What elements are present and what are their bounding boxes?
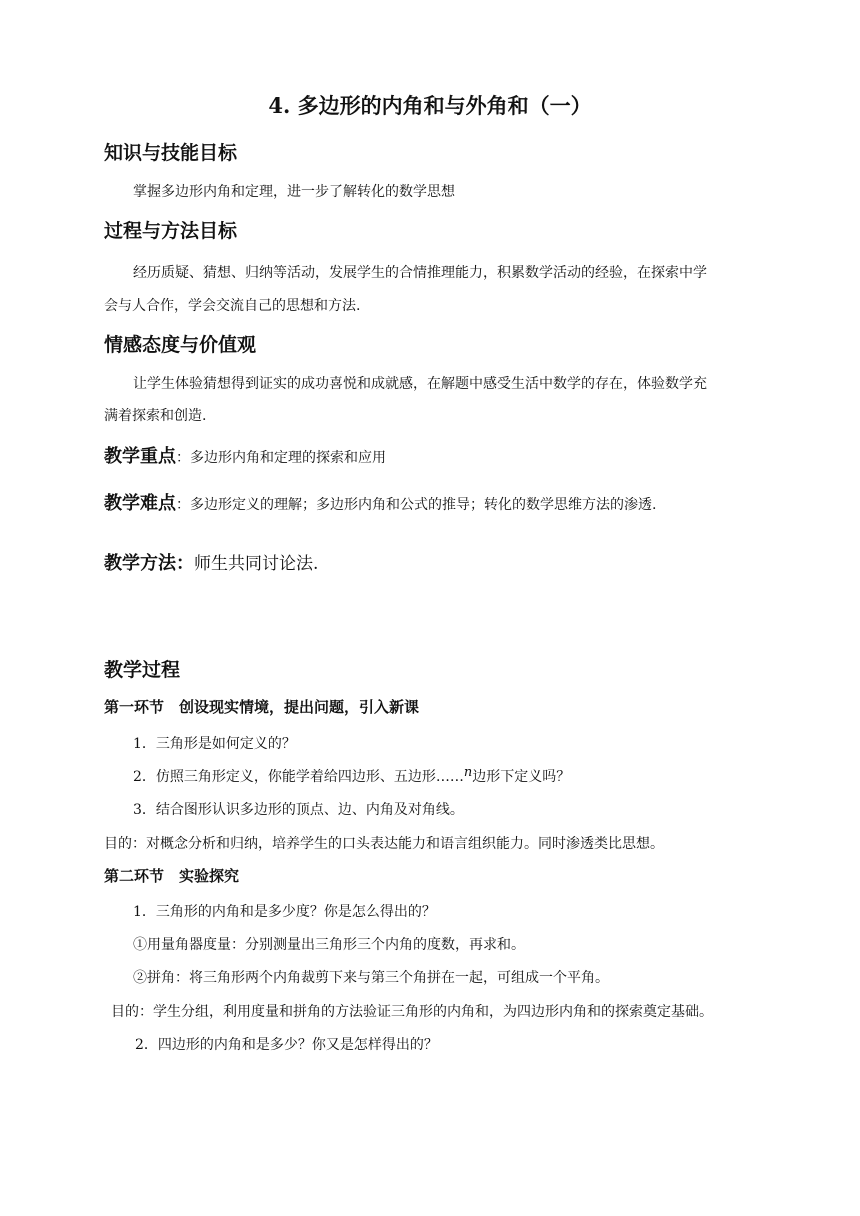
focus-label: 教学重点 xyxy=(104,446,176,467)
section2-item1: 1．三角形的内角和是多少度？你是怎么得出的？ xyxy=(133,904,436,920)
section1-item1: 1．三角形是如何定义的？ xyxy=(133,736,296,752)
method-label: 教学方法： xyxy=(104,553,194,574)
section1-title: 第一环节 创设现实情境，提出问题，引入新课 xyxy=(104,698,420,716)
section1-item2 xyxy=(133,766,570,786)
emotion-heading: 情感态度与价值观 xyxy=(104,334,257,356)
n-variable: n xyxy=(463,765,473,780)
section2-item1b: ②拼角：将三角形两个内角裁剪下来与第三个角拼在一起，可组成一个平角。 xyxy=(133,970,609,986)
knowledge-text: 掌握多边形内角和定理，进一步了解转化的数学思想 xyxy=(133,184,455,200)
section2-item1a: ①用量角器度量：分别测量出三角形三个内角的度数，再求和。 xyxy=(133,937,525,953)
focus-colon: ： xyxy=(176,450,190,466)
emotion-text-line1: 让学生体验猜想得到证实的成功喜悦和成就感，在解题中感受生活中数学的存在，体验数学充 xyxy=(133,376,707,392)
section2-title: 第二环节 实验探究 xyxy=(104,867,240,885)
method-line xyxy=(104,549,318,575)
focus-text: 多边形内角和定理的探索和应用 xyxy=(190,450,386,466)
section1-item2-after: 边形下定义吗？ xyxy=(472,769,571,785)
emotion-text-line2: 满着探索和创造. xyxy=(104,408,207,424)
section1-purpose: 目的：对概念分析和归纳，培养学生的口头表达能力和语言组织能力。同时渗透类比思想。 xyxy=(104,836,664,852)
difficulty-label: 教学难点 xyxy=(104,493,176,514)
difficulty-colon: ： xyxy=(176,497,190,513)
section2-item2: 2．四边形的内角和是多少？你又是怎样得出的？ xyxy=(135,1037,438,1053)
teaching-process-heading: 教学过程 xyxy=(104,659,181,681)
knowledge-heading: 知识与技能目标 xyxy=(104,142,238,164)
difficulty-text: 多边形定义的理解；多边形内角和公式的推导；转化的数学思维方法的渗透. xyxy=(190,497,657,513)
method-text: 师生共同讨论法. xyxy=(194,554,319,574)
process-heading: 过程与方法目标 xyxy=(104,220,238,242)
difficulty-line xyxy=(104,489,656,515)
process-text-line2: 会与人合作，学会交流自己的思想和方法. xyxy=(104,298,361,314)
focus-line xyxy=(104,442,386,468)
section2-purpose: 目的：学生分组，利用度量和拼角的方法验证三角形的内角和，为四边形内角和的探索奠定基础。 xyxy=(111,1004,713,1020)
page-title: 4. 多边形的内角和与外角和（一） xyxy=(268,93,592,118)
section1-item3: 3．结合图形认识多边形的顶点、边、内角及对角线。 xyxy=(133,802,464,818)
process-text-line1: 经历质疑、猜想、归纳等活动，发展学生的合情推理能力，积累数学活动的经验，在探索中学 xyxy=(133,265,707,281)
section1-item2-before: 2．仿照三角形定义，你能学着给四边形、五边形…… xyxy=(133,769,464,785)
